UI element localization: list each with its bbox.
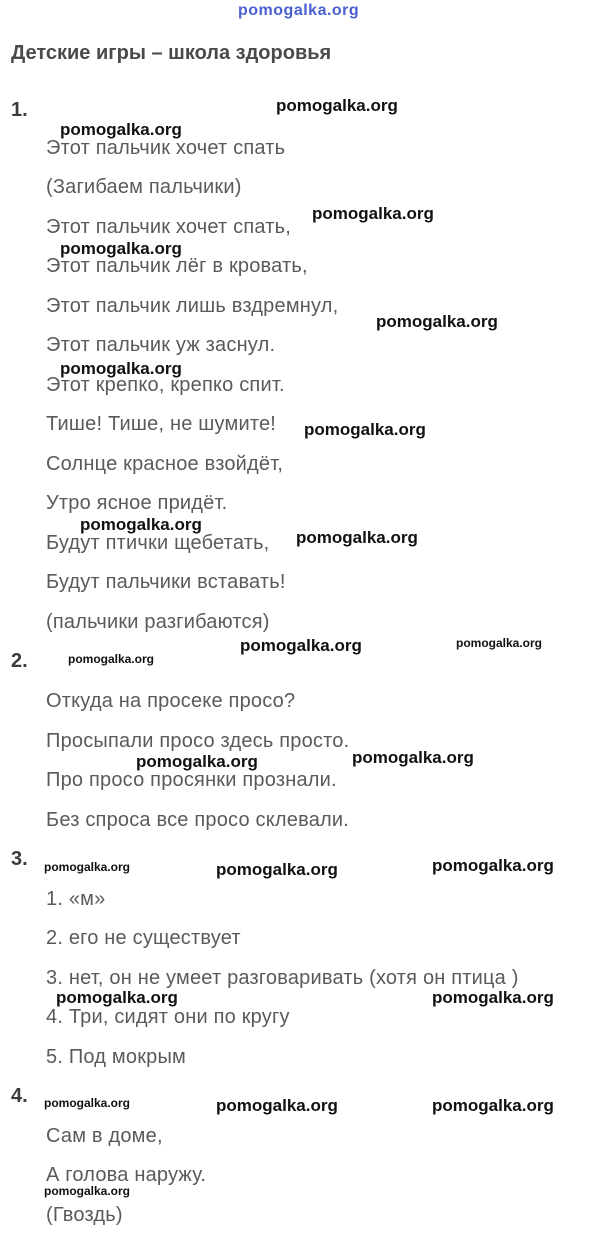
section-1-number: 1. bbox=[11, 99, 28, 121]
section-1-line: Утро ясное придёт. bbox=[46, 492, 228, 514]
section-4-number: 4. bbox=[11, 1085, 28, 1107]
watermark: pomogalka.org bbox=[240, 636, 362, 655]
watermark: pomogalka.org bbox=[60, 359, 182, 378]
section-3-line: 2. его не существует bbox=[46, 927, 241, 949]
section-1-line: Этот пальчик лёг в кровать, bbox=[46, 255, 308, 277]
watermark: pomogalka.org bbox=[216, 1096, 338, 1115]
section-1-line: Этот пальчик хочет спать, bbox=[46, 216, 292, 238]
watermark: pomogalka.org bbox=[432, 988, 554, 1007]
page-title: Детские игры – школа здоровья bbox=[11, 42, 332, 64]
section-1-line: Будут пальчики вставать! bbox=[46, 571, 286, 593]
watermark: pomogalka.org bbox=[304, 420, 426, 439]
section-3-number: 3. bbox=[11, 848, 28, 870]
watermark: pomogalka.org bbox=[376, 312, 498, 331]
watermark: pomogalka.org bbox=[432, 856, 554, 875]
watermark: pomogalka.org bbox=[352, 748, 474, 767]
section-4-line: А голова наружу. bbox=[46, 1164, 207, 1186]
watermark: pomogalka.org bbox=[216, 860, 338, 879]
watermark: pomogalka.org bbox=[60, 120, 182, 139]
section-2-line: Про просо просянки прознали. bbox=[46, 769, 337, 791]
watermark: pomogalka.org bbox=[456, 636, 543, 650]
section-2-line: Откуда на просеке просо? bbox=[46, 690, 296, 712]
section-1-line: Этот пальчик хочет спать bbox=[46, 137, 286, 159]
section-1-line: Солнце красное взойдёт, bbox=[46, 453, 284, 475]
section-3-line: 3. нет, он не умеет разговаривать (хотя он птица ) bbox=[46, 967, 519, 989]
section-2-line: Без спроса все просо склевали. bbox=[46, 809, 350, 831]
section-1-line: Этот крепко, крепко спит. bbox=[46, 374, 285, 396]
watermark: pomogalka.org bbox=[44, 1184, 131, 1198]
section-4-line: Сам в доме, bbox=[46, 1125, 163, 1147]
watermark: pomogalka.org bbox=[312, 204, 434, 223]
watermark: pomogalka.org bbox=[44, 1096, 131, 1110]
section-3-line: 1. «м» bbox=[46, 888, 106, 910]
section-1-line: (пальчики разгибаются) bbox=[46, 611, 270, 633]
watermark: pomogalka.org bbox=[68, 652, 155, 666]
watermark-top: pomogalka.org bbox=[238, 2, 360, 19]
watermark: pomogalka.org bbox=[432, 1096, 554, 1115]
watermark: pomogalka.org bbox=[60, 239, 182, 258]
watermark: pomogalka.org bbox=[80, 515, 202, 534]
section-4-line: (Гвоздь) bbox=[46, 1204, 123, 1226]
watermark: pomogalka.org bbox=[296, 528, 418, 547]
section-1-line: Этот пальчик уж заснул. bbox=[46, 334, 276, 356]
section-1-line: Тише! Тише, не шумите! bbox=[46, 413, 277, 435]
watermark: pomogalka.org bbox=[56, 988, 178, 1007]
section-3-line: 4. Три, сидят они по кругу bbox=[46, 1006, 290, 1028]
section-2-line: Просыпали просо здесь просто. bbox=[46, 730, 350, 752]
section-1-line: (Загибаем пальчики) bbox=[46, 176, 242, 198]
section-2-number: 2. bbox=[11, 650, 28, 672]
section-1-line: Будут птички щебетать, bbox=[46, 532, 270, 554]
section-1-line: Этот пальчик лишь вздремнул, bbox=[46, 295, 339, 317]
watermark: pomogalka.org bbox=[44, 860, 131, 874]
watermark: pomogalka.org bbox=[276, 96, 398, 115]
section-3-line: 5. Под мокрым bbox=[46, 1046, 186, 1068]
watermark: pomogalka.org bbox=[136, 752, 258, 771]
